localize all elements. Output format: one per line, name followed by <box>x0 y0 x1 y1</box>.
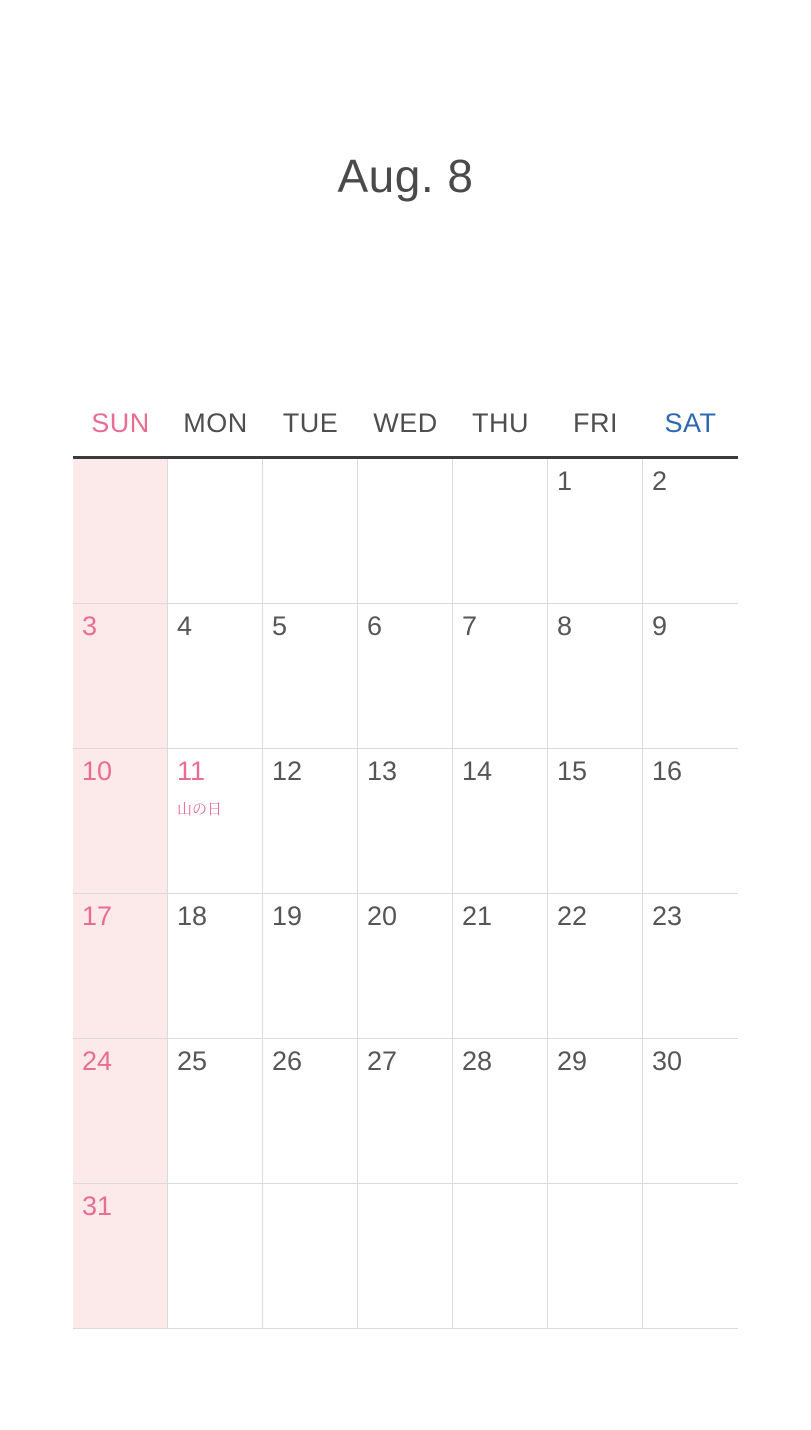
date-number: 23 <box>652 901 683 931</box>
calendar-cell[interactable] <box>73 1039 168 1184</box>
date-number: 13 <box>367 756 398 786</box>
calendar-cell[interactable] <box>168 894 263 1039</box>
calendar-cell[interactable] <box>548 604 643 749</box>
date-number: 2 <box>652 466 668 496</box>
calendar-cell-holiday[interactable] <box>168 749 263 894</box>
calendar-cell[interactable] <box>643 1184 738 1329</box>
weekday-label-fri: FRI <box>573 408 618 438</box>
calendar-cell[interactable] <box>453 1184 548 1329</box>
calendar-cell[interactable] <box>643 459 738 604</box>
date-number: 7 <box>462 611 478 641</box>
date-number: 22 <box>557 901 588 931</box>
calendar <box>73 408 738 1329</box>
weekday-label-sun: SUN <box>91 408 150 438</box>
weekday-label-sat: SAT <box>664 408 717 438</box>
calendar-cell[interactable] <box>168 1039 263 1184</box>
calendar-cell[interactable] <box>263 459 358 604</box>
date-number: 27 <box>367 1046 398 1076</box>
calendar-cell[interactable] <box>453 1039 548 1184</box>
calendar-cell[interactable] <box>643 749 738 894</box>
calendar-cell[interactable] <box>73 604 168 749</box>
date-number: 6 <box>367 611 383 641</box>
calendar-grid <box>73 456 738 1329</box>
date-number: 1 <box>557 466 573 496</box>
calendar-cell[interactable] <box>358 1039 453 1184</box>
calendar-cell[interactable] <box>73 894 168 1039</box>
date-number: 18 <box>177 901 208 931</box>
calendar-cell[interactable] <box>548 1039 643 1184</box>
date-number: 15 <box>557 756 588 786</box>
calendar-cell[interactable] <box>263 1039 358 1184</box>
date-number: 12 <box>272 756 303 786</box>
calendar-cell[interactable] <box>73 749 168 894</box>
calendar-cell[interactable] <box>263 604 358 749</box>
weekday-label-mon: MON <box>183 408 248 438</box>
calendar-cell[interactable] <box>168 604 263 749</box>
calendar-cell[interactable] <box>168 459 263 604</box>
calendar-cell[interactable] <box>358 894 453 1039</box>
holiday-label: 山の日 <box>177 801 223 819</box>
month-title: Aug. 8 <box>337 150 474 202</box>
calendar-cell[interactable] <box>453 604 548 749</box>
calendar-cell[interactable] <box>263 749 358 894</box>
calendar-cell[interactable] <box>358 749 453 894</box>
calendar-cell[interactable] <box>453 749 548 894</box>
date-number: 14 <box>462 756 493 786</box>
date-number: 17 <box>82 901 113 931</box>
weekday-label-thu: THU <box>472 408 529 438</box>
calendar-cell[interactable] <box>358 1184 453 1329</box>
calendar-cell[interactable] <box>643 894 738 1039</box>
date-number: 25 <box>177 1046 208 1076</box>
date-number: 19 <box>272 901 303 931</box>
calendar-cell[interactable] <box>643 1039 738 1184</box>
date-number: 20 <box>367 901 398 931</box>
date-number: 28 <box>462 1046 493 1076</box>
calendar-cell[interactable] <box>548 1184 643 1329</box>
date-number: 29 <box>557 1046 588 1076</box>
date-number: 3 <box>82 611 98 641</box>
calendar-cell[interactable] <box>453 459 548 604</box>
date-number: 5 <box>272 611 288 641</box>
calendar-cell[interactable] <box>358 604 453 749</box>
weekday-header-row <box>73 408 738 439</box>
calendar-cell[interactable] <box>643 604 738 749</box>
date-number: 30 <box>652 1046 683 1076</box>
date-number: 11 <box>177 756 206 786</box>
calendar-cell[interactable] <box>548 459 643 604</box>
date-number: 9 <box>652 611 668 641</box>
date-number: 31 <box>82 1191 113 1221</box>
date-number: 16 <box>652 756 683 786</box>
calendar-cell[interactable] <box>73 459 168 604</box>
date-number: 24 <box>82 1046 113 1076</box>
calendar-cell[interactable] <box>73 1184 168 1329</box>
calendar-cell[interactable] <box>168 1184 263 1329</box>
calendar-cell[interactable] <box>548 894 643 1039</box>
calendar-cell[interactable] <box>263 1184 358 1329</box>
date-number: 10 <box>82 756 113 786</box>
date-number: 8 <box>557 611 573 641</box>
calendar-cell[interactable] <box>548 749 643 894</box>
calendar-cell[interactable] <box>263 894 358 1039</box>
weekday-label-tue: TUE <box>282 408 339 438</box>
date-number: 21 <box>462 901 493 931</box>
date-number: 4 <box>177 611 193 641</box>
date-number: 26 <box>272 1046 303 1076</box>
calendar-cell[interactable] <box>453 894 548 1039</box>
weekday-label-wed: WED <box>373 408 438 438</box>
calendar-cell[interactable] <box>358 459 453 604</box>
